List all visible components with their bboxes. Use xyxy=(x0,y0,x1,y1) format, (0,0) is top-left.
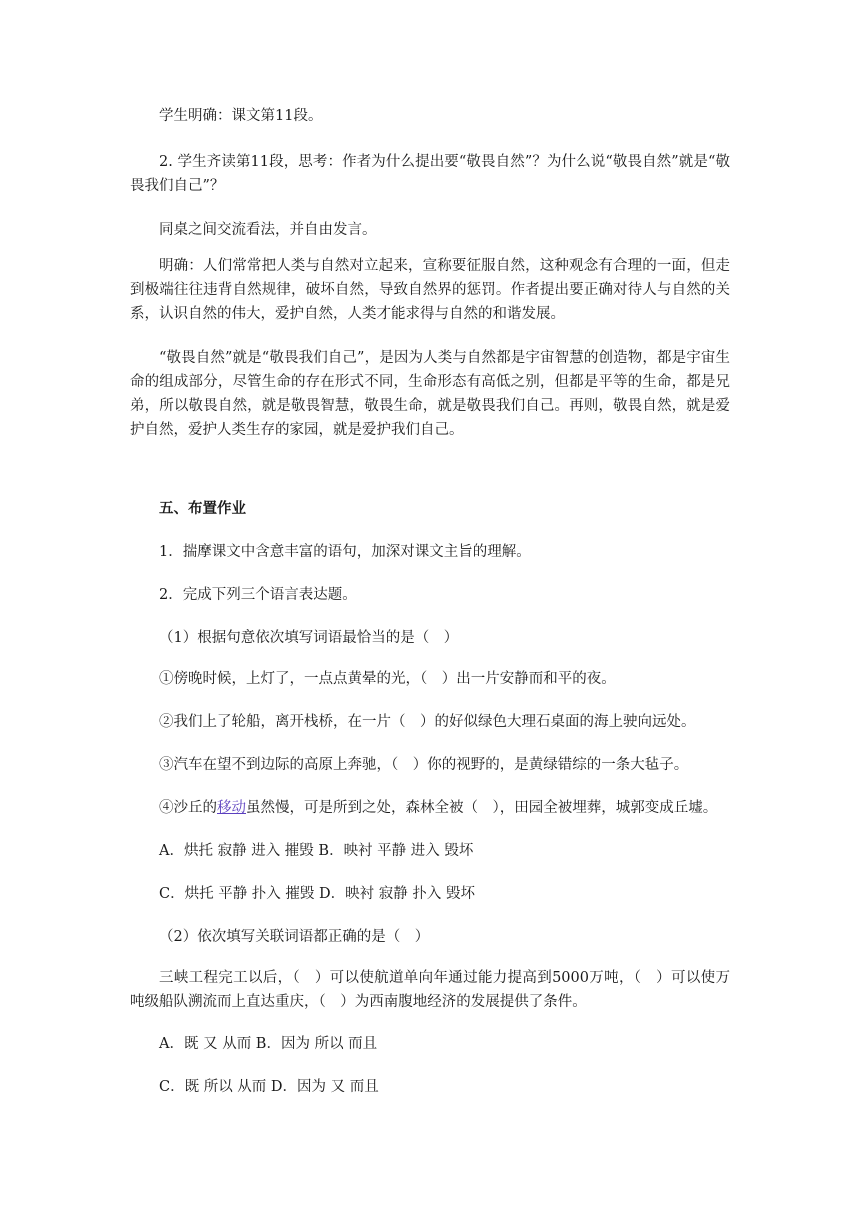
question-2-title: （2）依次填写关联词语都正确的是（ ） xyxy=(159,929,430,945)
question-1-sentence-1: ①傍晚时候，上灯了，一点点黄晕的光，（ ）出一片安静而和平的夜。 xyxy=(159,671,616,687)
question-2-options-cd: C．既 所以 从而 D．因为 又 而且 xyxy=(159,1079,379,1095)
homework-item-1: 1．揣摩课文中含意丰富的语句，加深对课文主旨的理解。 xyxy=(159,544,531,560)
question-1-sentence-3: ③汽车在望不到边际的高原上奔驰，（ ）你的视野的，是黄绿错综的一条大毡子。 xyxy=(159,757,689,773)
homework-item-2: 2．完成下列三个语言表达题。 xyxy=(159,587,357,603)
paragraph-student-clarify: 学生明确：课文第11段。 xyxy=(159,108,323,124)
question-2-options-ab: A．既 又 从而 B．因为 所以 而且 xyxy=(159,1036,378,1052)
section-title-homework: 五、布置作业 xyxy=(159,500,246,517)
question-1-options-ab: A．烘托 寂静 进入 摧毁 B．映衬 平静 进入 毁坏 xyxy=(159,843,474,859)
paragraph-clarification: 明确：人们常常把人类与自然对立起来，宣称要征服自然，这种观念有合理的一面，但走到极端往往违背自然规律，破坏自然，导致自然界的惩罚。作者提出要正确对待人与自然的关系，认识自然的伟大，爱护自然，人类才能求得与自然的和谐发展。 xyxy=(130,258,730,322)
question-1-sentence-4 xyxy=(130,796,730,820)
question-2-text: 三峡工程完工以后，（ ）可以使航道单向年通过能力提高到5000万吨，（ ）可以使万吨级船队溯流而上直达重庆，（ ）为西南腹地经济的发展提供了条件。 xyxy=(130,970,730,1010)
paragraph-discussion: 同桌之间交流看法，并自由发言。 xyxy=(159,222,377,238)
keyword-link-move[interactable]: 移动 xyxy=(217,800,246,816)
question-1-sentence-2: ②我们上了轮船，离开栈桥，在一片（ ）的好似绿色大理石桌面的海上驶向远处。 xyxy=(159,714,696,730)
paragraph-question-2: 2. 学生齐读第11段，思考：作者为什么提出要“敬畏自然”？为什么说“敬畏自然”就是“敬畏我们自己”？ xyxy=(130,154,730,194)
sentence-4-suffix: 虽然慢，可是所到之处，森林全被（ ），田园全被埋葬，城郭变成丘墟。 xyxy=(246,800,718,816)
sentence-4-prefix: ④沙丘的 xyxy=(159,800,217,816)
question-1-title: （1）根据句意依次填写词语最恰当的是（ ） xyxy=(159,630,459,646)
paragraph-reverence-explanation: “敬畏自然”就是“敬畏我们自己”，是因为人类与自然都是宇宙智慧的创造物，都是宇宙生命的组成部分，尽管生命的存在形式不同，生命形态有高低之别，但都是平等的生命，都是兄弟，所以敬畏自然，就是敬畏智慧，敬畏生命，就是敬畏我们自己。再则，敬畏自然，就是爱护自然，爱护人类生存的家园，就是爱护我们自己。 xyxy=(130,350,730,438)
question-1-options-cd: C．烘托 平静 扑入 摧毁 D．映衬 寂静 扑入 毁坏 xyxy=(159,886,475,902)
